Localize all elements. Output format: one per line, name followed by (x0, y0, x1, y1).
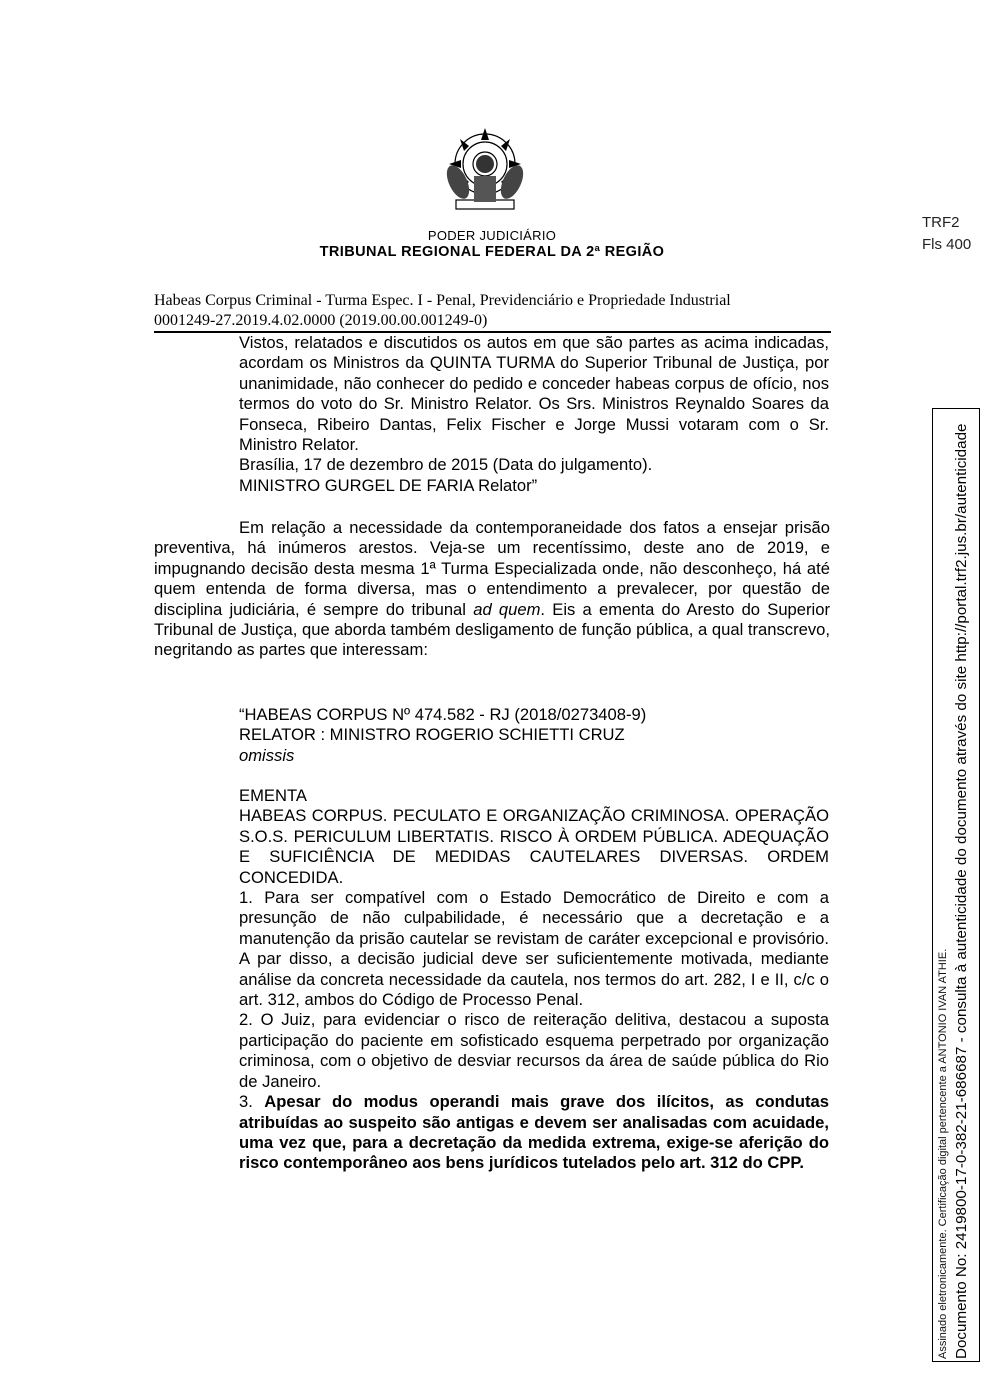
omissis-text: omissis (239, 745, 295, 765)
hc-relator: RELATOR : MINISTRO ROGERIO SCHIETTI CRUZ (239, 725, 625, 745)
signature-certification-text: Assinado eletronicamente. Certificação digital pertencente a ANTONIO IVAN ATHIE. (937, 948, 949, 1359)
document-authenticity-text: Documento No: 2419800-17-0-382-21-686687 - consulta à autenticidade do documento através do site http://portal.trf2.jus.br/autenticidade (953, 423, 970, 1359)
quote-decision-body: Vistos, relatados e discutidos os autos em que são partes as acima indicadas, acordam os Ministros da QUINTA TURMA do Superior Tribunal de Justiça, por unanimidade, não conhecer do pedido e conceder habeas corpus de ofício, nos termos do voto do Sr. Ministro Relator. Os Srs. Ministros Reynaldo Soares da Fonseca, Ribeiro Dantas, Felix Fischer e Jorge Mussi votaram com o Sr. Ministro Relator. (239, 333, 829, 455)
quote-decision-block (239, 333, 829, 496)
quote-decision-date: Brasília, 17 de dezembro de 2015 (Data do julgamento). (239, 455, 653, 475)
ementa-item-3-bold: Apesar do modus operandi mais grave dos ilícitos, as condutas atribuídas ao suspeito são antigas e devem ser analisadas com acuidade, uma vez que, para a decretação da medida extrema, exige-se aferição do risco contemporâneo aos bens jurídicos tutelados pelo art. 312 do CPP. (239, 1092, 829, 1173)
ementa-block (239, 786, 829, 1174)
trf2-label: TRF2 (922, 214, 960, 231)
main-paragraph (154, 518, 830, 661)
paragraph-italic-term: ad quem (473, 599, 541, 619)
authentication-stamp (932, 408, 980, 1362)
tribunal-title: TRIBUNAL REGIONAL FEDERAL DA 2ª REGIÃO (319, 244, 665, 260)
paragraph-text-1: Em relação a necessidade da contemporaneidade dos fatos a ensejar prisão preventiva, há inúmeros arestos. Veja-se um recentíssimo, deste ano de 2019, e impugnando decisão desta mesma 1ª Turma Especializada onde, não desconheço, há até quem entenda de forma diversa, mas o entendimento a prevalecer, por questão de disciplina judiciária, é sempre do tribunal (154, 518, 830, 619)
coat-of-arms-icon (442, 124, 528, 216)
poder-judiciario-label: PODER JUDICIÁRIO (427, 228, 557, 243)
case-description: Habeas Corpus Criminal - Turma Espec. I - Penal, Previdenciário e Propriedade Industrial (154, 292, 731, 309)
hc-omissis (239, 746, 829, 766)
case-number: 0001249-27.2019.4.02.0000 (2019.00.00.001249-0) (154, 312, 488, 329)
ementa-summary: HABEAS CORPUS. PECULATO E ORGANIZAÇÃO CRIMINOSA. OPERAÇÃO S.O.S. PERICULUM LIBERTATIS. RISCO À ORDEM PÚBLICA. ADEQUAÇÃO E SUFICIÊNCIA DE MEDIDAS CAUTELARES DIVERSAS. ORDEM CONCEDIDA. (239, 806, 829, 887)
ementa-heading: EMENTA (239, 786, 307, 805)
ementa-item-2: 2. O Juiz, para evidenciar o risco de reiteração delitiva, destacou a suposta participação do paciente em sofisticado esquema perpetrado por organização criminosa, com o objetivo de desviar recursos da área de saúde pública do Rio de Janeiro. (239, 1010, 829, 1091)
ementa-item-3 (239, 1092, 829, 1174)
quote-hc-header (239, 705, 829, 766)
ementa-item-1: 1. Para ser compatível com o Estado Democrático de Direito e com a presunção de não culpabilidade, é necessário que a decretação e a manutenção da prisão cautelar se revistam de caráter excepcional e provisório. A par disso, a decisão judicial deve ser suficientemente motivada, mediante análise da concreta necessidade da cautela, nos termos do art. 282, I e II, c/c o art. 312, ambos do Código de Processo Penal. (239, 888, 829, 1010)
ementa-item-3-number: 3. (239, 1092, 265, 1112)
paragraph-text-2: . Eis a ementa do Aresto do Superior Tribunal de Justiça, que aborda também desligamento de função pública, a qual transcrevo, negritando as partes que interessam: (154, 599, 830, 660)
page-folio: Fls 400 (922, 236, 972, 253)
hc-title: “HABEAS CORPUS Nº 474.582 - RJ (2018/0273408-9) (239, 705, 647, 724)
quote-decision-signature: MINISTRO GURGEL DE FARIA Relator” (239, 475, 538, 495)
